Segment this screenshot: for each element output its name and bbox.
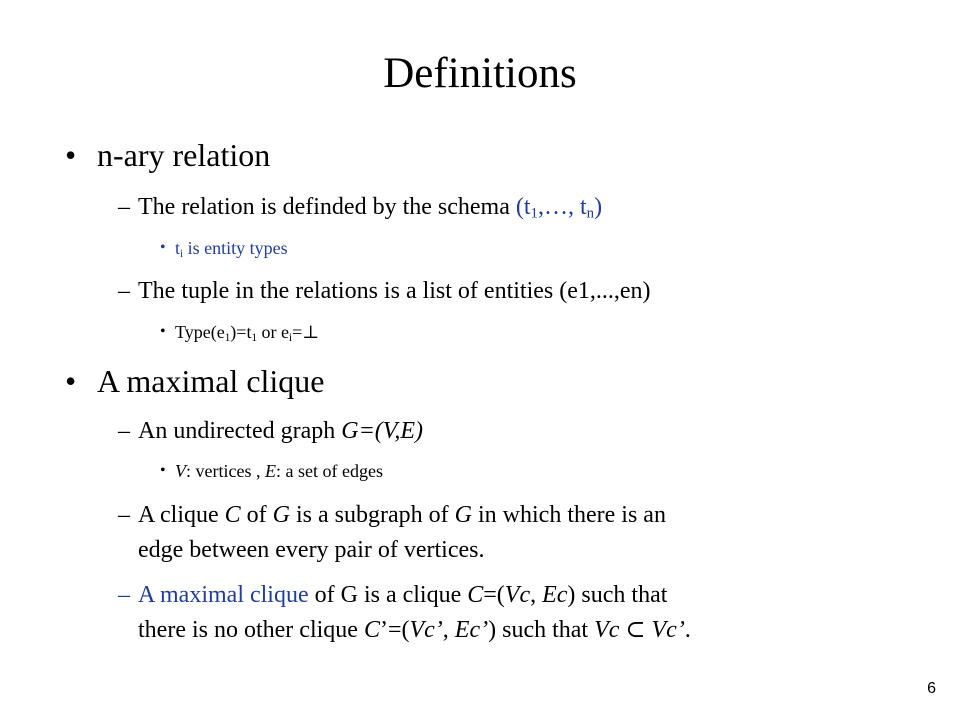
subset-symbol: ⊂ <box>619 617 652 643</box>
bullet-marker: • <box>65 137 77 173</box>
text: )=t <box>230 322 252 342</box>
subscript: n <box>586 205 595 222</box>
dash-marker: – <box>118 278 130 304</box>
sub-item-text-continued <box>138 615 691 645</box>
text: t <box>175 238 181 258</box>
math: C <box>224 502 241 528</box>
math: E <box>264 461 276 481</box>
math: G=(V,E) <box>341 418 424 444</box>
sub-item-text <box>138 580 667 610</box>
sub-item-text <box>138 500 666 530</box>
subscript: 1 <box>251 331 258 344</box>
math: G <box>454 502 472 528</box>
text: The relation is definded by the schema <box>138 194 516 220</box>
text: Type(e <box>175 322 225 342</box>
subscript: i <box>180 247 184 260</box>
text: =( <box>483 582 505 608</box>
math: Vc’ <box>409 617 443 643</box>
text: is entity types <box>183 238 288 258</box>
text: : vertices , <box>186 461 265 481</box>
text: is a subgraph of <box>290 502 455 528</box>
subscript: 1 <box>530 205 538 222</box>
sub-sub-item-text <box>175 459 383 483</box>
text: there is no other clique <box>138 617 364 643</box>
text: or e <box>257 322 290 342</box>
text: . <box>684 617 691 643</box>
text: in which there is an <box>472 502 666 528</box>
page-number: 6 <box>927 680 936 697</box>
text: ’=( <box>379 617 410 643</box>
slide-title: Definitions <box>383 50 577 97</box>
text: of <box>240 502 273 528</box>
text: An undirected graph <box>138 418 342 444</box>
dash-marker: – <box>118 194 130 220</box>
dash-marker: – <box>118 582 130 608</box>
text: ) such that <box>488 617 595 643</box>
sub-item-text <box>138 192 602 222</box>
text: , <box>442 617 455 643</box>
subscript: 1 <box>224 331 231 344</box>
math: Vc’ <box>651 617 685 643</box>
math: G <box>272 502 291 528</box>
dash-marker: – <box>118 502 130 528</box>
text: ) such that <box>567 582 668 608</box>
math: C <box>467 582 484 608</box>
math: Vc <box>594 617 620 643</box>
math: V <box>175 461 186 481</box>
text: A clique <box>138 502 225 528</box>
dash-marker: – <box>118 418 130 444</box>
bullet-label: n-ary relation <box>97 137 271 173</box>
text: : a set of edges <box>275 461 383 481</box>
highlighted-term: A maximal clique <box>138 582 309 608</box>
bullet-marker: • <box>65 363 77 399</box>
math: (t <box>515 194 531 220</box>
subscript: i <box>289 331 293 344</box>
sub-item-text <box>138 416 423 446</box>
math: ) <box>594 194 603 220</box>
text: =⊥ <box>292 322 320 342</box>
math: ,…, t <box>537 194 587 220</box>
math: Ec <box>542 582 568 608</box>
sub-item-text-continued: edge between every pair of vertices. <box>138 537 485 563</box>
math: Vc <box>504 582 531 608</box>
sub-sub-item-text <box>175 320 319 344</box>
math: C <box>363 617 380 643</box>
math: Ec’ <box>454 617 489 643</box>
bullet-marker: • <box>160 462 166 479</box>
bullet-label: A maximal clique <box>97 363 325 399</box>
bullet-marker: • <box>160 323 166 340</box>
bullet-marker: • <box>160 239 166 256</box>
schema-math <box>516 194 602 220</box>
text: , <box>530 582 543 608</box>
text: of G is a clique <box>308 582 468 608</box>
sub-sub-item-text <box>175 236 288 260</box>
sub-item-text: The tuple in the relations is a list of entities (e1,...,en) <box>138 278 651 304</box>
